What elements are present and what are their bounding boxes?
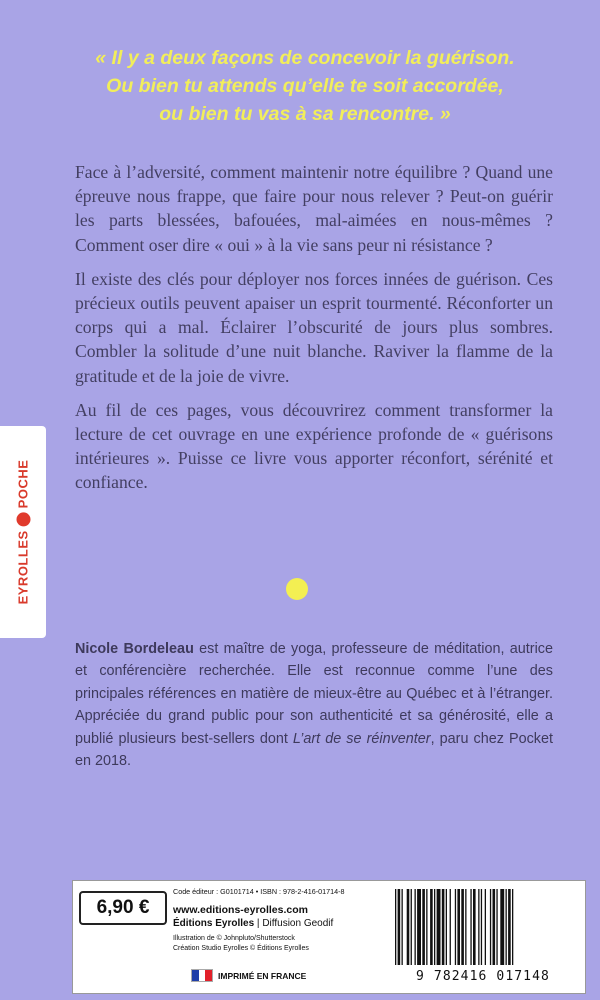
- barcode-bar: [500, 889, 504, 965]
- creation-credit: Création Studio Eyrolles © Éditions Eyrolles: [173, 945, 309, 952]
- author-name: Nicole Bordeleau: [75, 641, 194, 657]
- series-dot-icon: [16, 512, 30, 526]
- barcode-bar: [395, 889, 396, 965]
- barcode-bar: [461, 889, 464, 965]
- barcode-bar: [490, 889, 491, 965]
- bio-text-before: est maître de yoga, professeure de méditation, autrice et conférencière recherchée. Elle est reconnue comme l’une des principales références en matière de mieux-être au Québec et à l’étranger. Appréciée du grand public pour son authenticité et sa générosité, elle a publié plusieurs best-sellers dont: [75, 641, 553, 747]
- printed-label: IMPRIMÉ EN FRANCE: [218, 970, 307, 981]
- barcode-bar: [430, 889, 433, 965]
- barcode-bar: [512, 889, 513, 965]
- barcode-bar: [493, 889, 496, 965]
- barcode-bar: [434, 889, 435, 965]
- price-tag: [79, 891, 167, 925]
- distributor-name: Diffusion Geodif: [262, 918, 334, 929]
- barcode-bar: [496, 889, 497, 965]
- barcode-bar: [470, 889, 471, 965]
- series-name: POCHE: [15, 459, 31, 509]
- barcode-bar: [508, 889, 511, 965]
- barcode: [385, 889, 581, 987]
- barcode-bar: [417, 889, 421, 965]
- barcode-bar: [473, 889, 476, 965]
- series-tab: [0, 426, 46, 638]
- barcode-bar: [426, 889, 427, 965]
- series-label: [16, 460, 31, 605]
- quote-line-3: ou bien tu vas à sa rencontre. »: [159, 103, 451, 125]
- decorative-dot: [286, 578, 308, 600]
- bio-text-after: , paru chez Pocket en 2018.: [75, 730, 553, 770]
- barcode-bar: [437, 889, 441, 965]
- barcode-bar: [442, 889, 445, 965]
- publisher-info: [173, 887, 373, 954]
- printed-in-france: [191, 969, 306, 982]
- barcode-bar: [481, 889, 482, 965]
- barcode-bar: [450, 889, 451, 965]
- barcode-bar: [446, 889, 447, 965]
- price: 6,90 €: [96, 897, 150, 918]
- illustration-credit: Illustration de © Johnpluto/Shutterstock: [173, 935, 295, 942]
- quote-line-1: « Il y a deux façons de concevoir la guérison.: [95, 47, 515, 69]
- blurb-paragraph-1: Face à l’adversité, comment maintenir notre équilibre ? Quand une épreuve nous frappe, que faire pour nous relever ? Peut-on guérir les parts blessées, bafouées, mal-aimées en nous-mêmes ? Comment oser dire « oui » à la vie sans peur ni résistance ?: [75, 162, 553, 255]
- quote-line-2: Ou bien tu attends qu’elle te soit accordée,: [106, 75, 504, 97]
- book-title: L’art de se réinventer: [292, 730, 431, 747]
- barcode-digits: 9 782416 017148: [416, 969, 550, 984]
- barcode-bar: [485, 889, 486, 965]
- barcode-bar: [457, 889, 460, 965]
- barcode-bar: [455, 889, 456, 965]
- barcode-bar: [422, 889, 425, 965]
- barcode-bar: [465, 889, 466, 965]
- isbn-codes: Code éditeur : G0101714 • ISBN : 978-2-416-01714-8: [173, 887, 345, 896]
- barcode-bar: [506, 889, 507, 965]
- barcode-bar: [402, 889, 403, 965]
- publisher-name: Éditions Eyrolles: [173, 918, 255, 929]
- barcode-icon: [385, 889, 581, 969]
- back-cover-quote: [40, 44, 570, 128]
- barcode-bar: [407, 889, 410, 965]
- publisher-url: www.editions-eyrolles.com: [173, 904, 308, 916]
- french-flag-icon: [191, 969, 213, 982]
- publisher-separator: |: [256, 918, 260, 929]
- barcode-bar: [478, 889, 479, 965]
- author-bio: [75, 638, 553, 772]
- publisher-footer: [72, 880, 586, 994]
- publisher-line: [173, 917, 373, 930]
- blurb: [75, 160, 553, 505]
- barcode-bar: [398, 889, 401, 965]
- series-brand: EYROLLES: [15, 530, 31, 605]
- barcode-bar: [415, 889, 416, 965]
- barcode-bar: [411, 889, 412, 965]
- blurb-paragraph-2: Il existe des clés pour déployer nos forces innées de guérison. Ces précieux outils peuvent apaiser un esprit tourmenté. Réconforter un corps qui a mal. Éclairer l’obscurité de jours plus sombres. Combler la solitude d’une nuit blanche. Raviver la flamme de la gratitude et de la joie de vivre.: [75, 268, 553, 386]
- blurb-paragraph-3: Au fil de ces pages, vous découvrirez comment transformer la lecture de cet ouvrage en une expérience profonde de « guérisons intérieures ». Puisse ce livre vous apporter réconfort, sérénité et confiance.: [75, 399, 553, 493]
